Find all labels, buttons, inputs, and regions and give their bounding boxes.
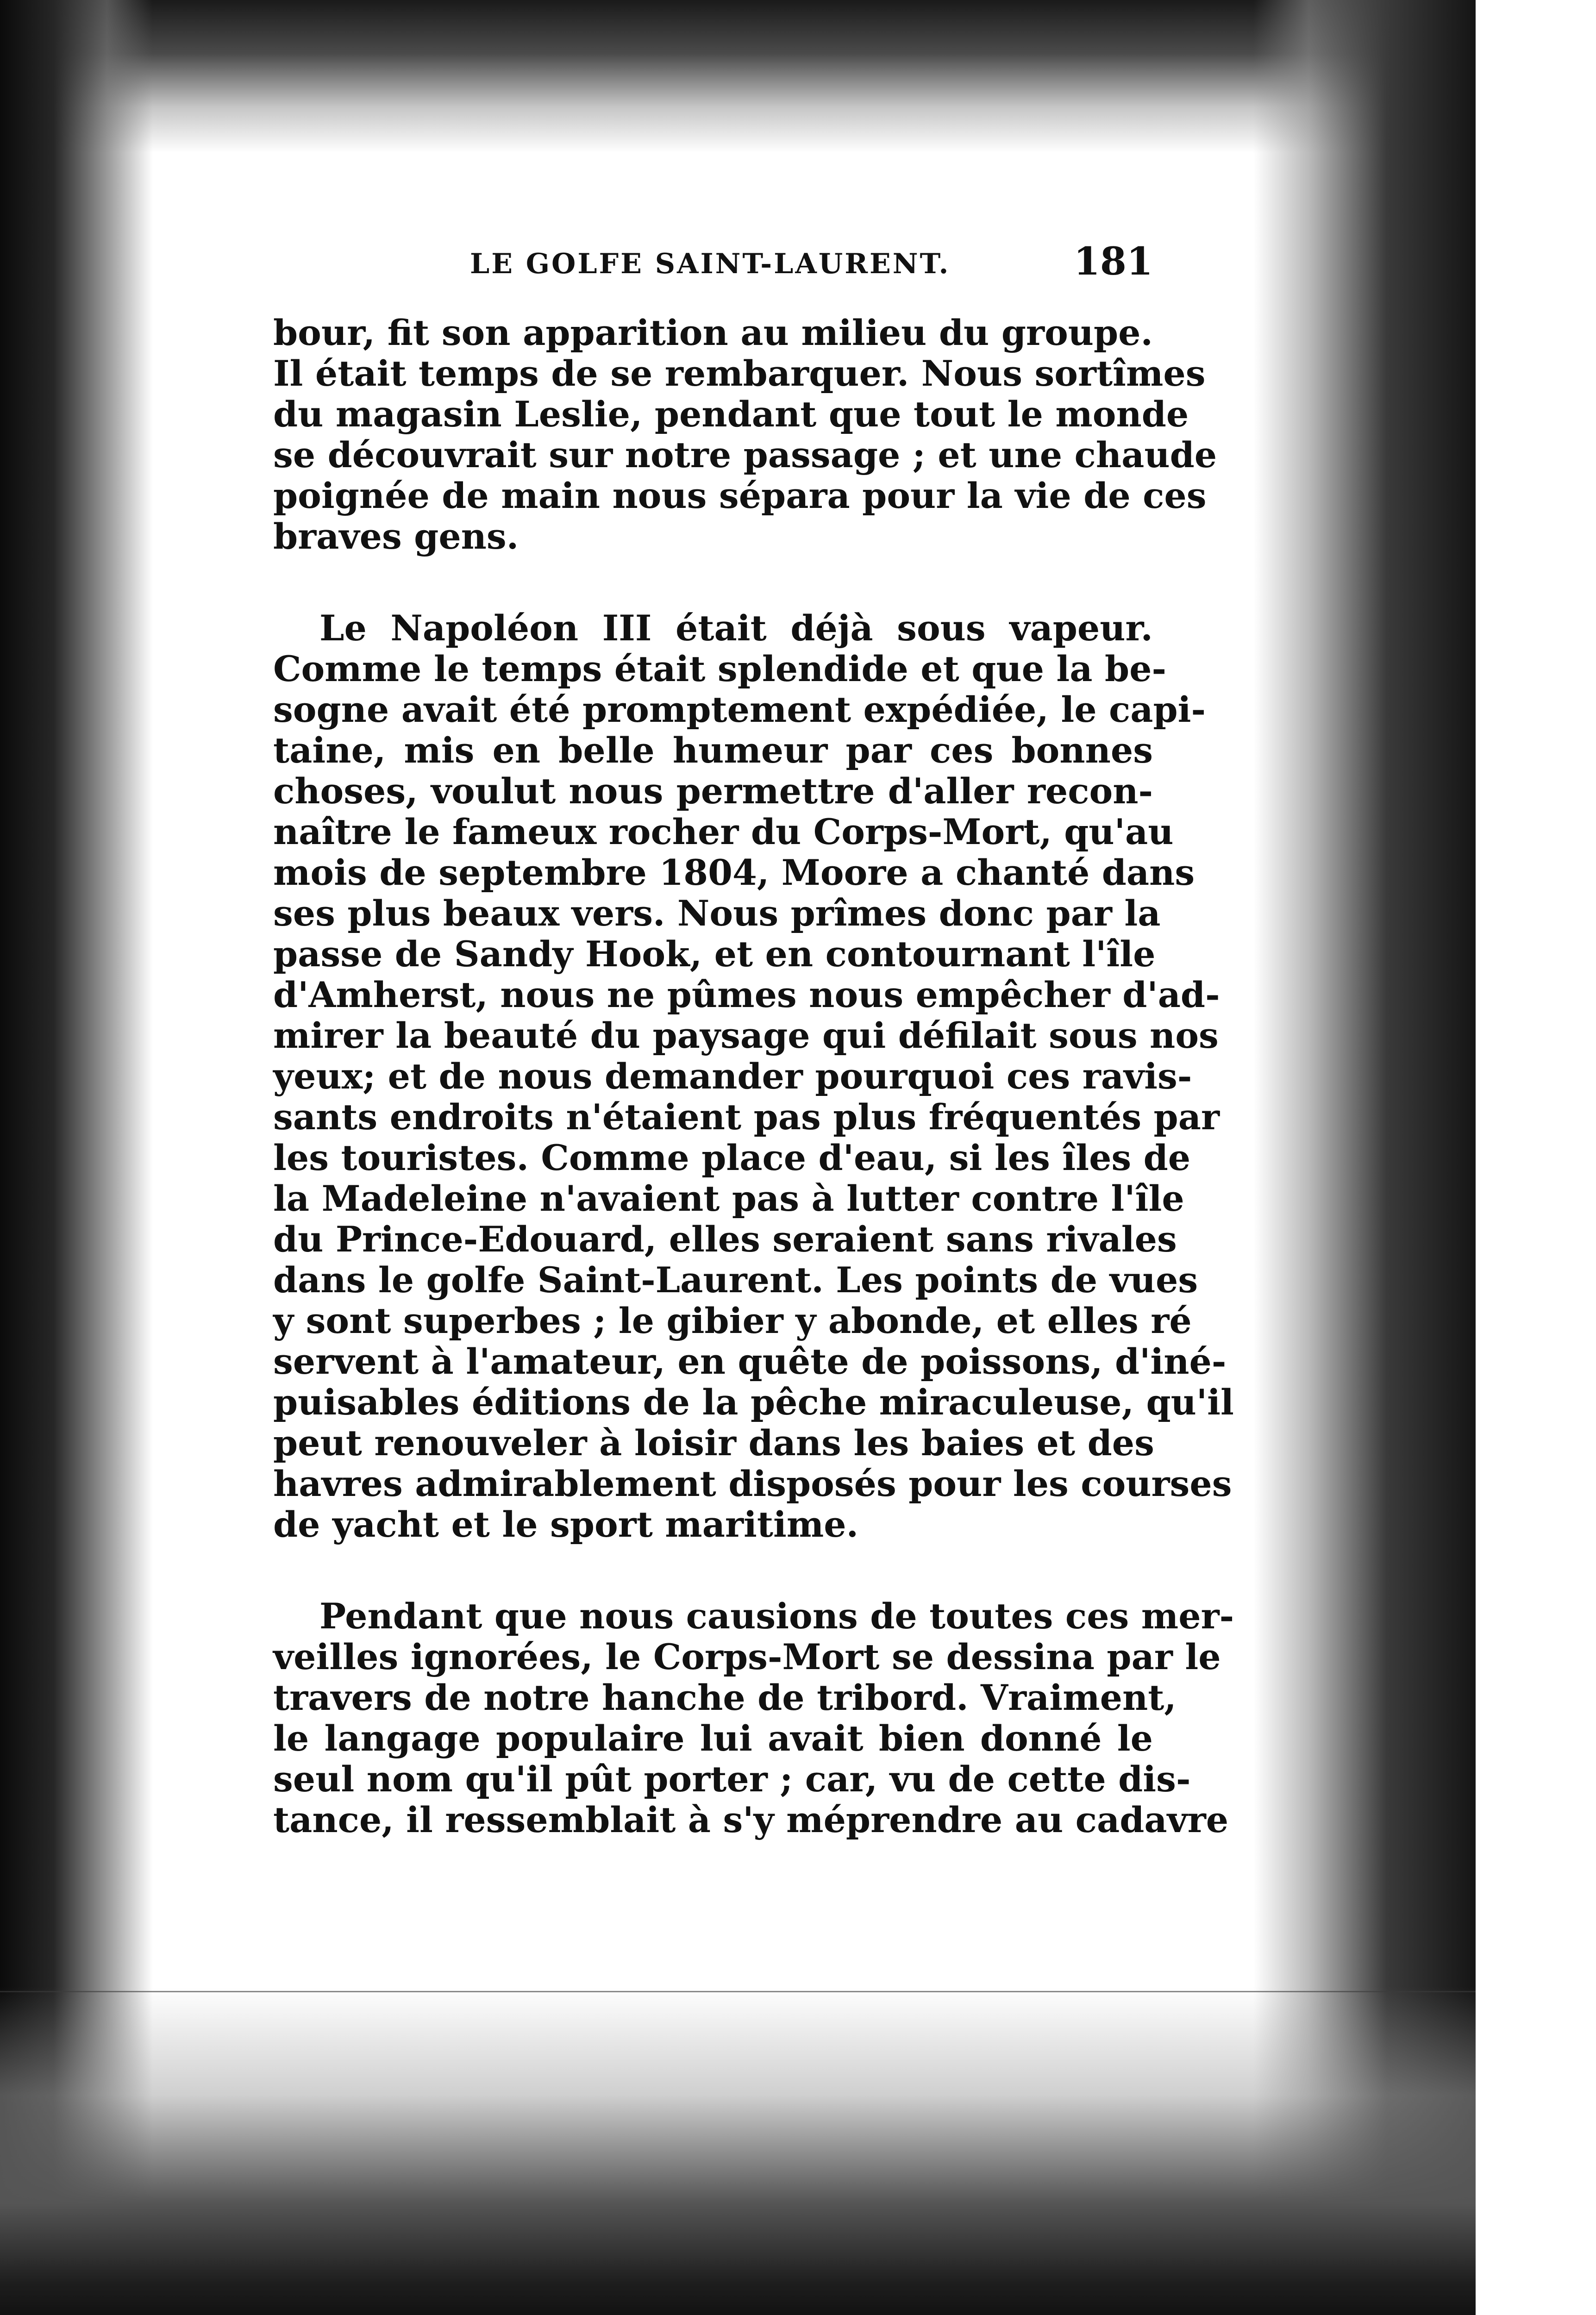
text-line: sogne avait été promptement expédiée, le capi- <box>273 689 1206 730</box>
text-line: bour, fit son apparition au milieu du groupe. <box>273 312 1153 353</box>
text-line: la Madeleine n'avaient pas à lutter contre l'île <box>273 1178 1184 1219</box>
text-line: y sont superbes ; le gibier y abonde, et elles ré <box>273 1300 1192 1341</box>
scan-shadow-left <box>0 0 153 2315</box>
text-line: passe de Sandy Hook, et en contournant l'île <box>273 933 1156 975</box>
text-line: servent à l'amateur, en quête de poissons, d'iné- <box>273 1341 1227 1382</box>
text-line: poignée de main nous sépara pour la vie de ces <box>273 475 1207 516</box>
text-line: le langage populaire lui avait bien donné le <box>273 1718 1153 1759</box>
text-line: ses plus beaux vers. Nous prîmes donc par la <box>273 893 1161 934</box>
text-line: dans le golfe Saint-Laurent. Les points de vues <box>273 1259 1198 1301</box>
text-line: Il était temps de se rembarquer. Nous sortîmes <box>273 353 1206 394</box>
scan-fold-line <box>0 1991 1476 1992</box>
running-title: LE GOLFE SAINT-LAURENT. <box>470 248 951 280</box>
text-line: havres admirablement disposés pour les courses <box>273 1463 1232 1504</box>
text-line: choses, voulut nous permettre d'aller recon- <box>273 770 1153 812</box>
scan-margin-right <box>1476 0 1596 2315</box>
text-line: Pendant que nous causions de toutes ces mer- <box>319 1595 1234 1637</box>
text-line: d'Amherst, nous ne pûmes nous empêcher d'ad- <box>273 974 1220 1015</box>
paragraph-1 <box>273 312 1217 557</box>
scan-shadow-bottom <box>0 1987 1476 2315</box>
page-number: 181 <box>1073 239 1153 284</box>
text-line: yeux; et de nous demander pourquoi ces ravis- <box>273 1056 1192 1097</box>
text-line: travers de notre hanche de tribord. Vraiment, <box>273 1677 1177 1718</box>
text-line: naître le fameux rocher du Corps-Mort, qu'au <box>273 811 1174 852</box>
text-line: de yacht et le sport maritime. <box>273 1504 859 1545</box>
text-line: braves gens. <box>273 516 519 557</box>
paragraph-3 <box>273 1595 1234 1840</box>
text-line: Comme le temps était splendide et que la be- <box>273 648 1167 689</box>
text-line: Le Napoléon III était déjà sous vapeur. <box>319 607 1153 649</box>
text-line: tance, il ressemblait à s'y méprendre au cadavre <box>273 1799 1229 1840</box>
text-line: veilles ignorées, le Corps-Mort se dessina par le <box>273 1636 1221 1677</box>
text-line: mirer la beauté du paysage qui défilait sous nos <box>273 1015 1219 1056</box>
page-header <box>273 239 1153 294</box>
text-line: peut renouveler à loisir dans les baies et des <box>273 1422 1154 1464</box>
text-line: seul nom qu'il pût porter ; car, vu de cette dis- <box>273 1758 1191 1800</box>
text-line: sants endroits n'étaient pas plus fréquentés par <box>273 1096 1220 1138</box>
text-line: les touristes. Comme place d'eau, si les îles de <box>273 1137 1191 1178</box>
body-text <box>273 312 1234 1840</box>
scan-shadow-right <box>1253 0 1476 2315</box>
text-line: taine, mis en belle humeur par ces bonnes <box>273 730 1153 771</box>
text-line: du magasin Leslie, pendant que tout le monde <box>273 394 1189 435</box>
text-line: du Prince-Edouard, elles seraient sans rivales <box>273 1219 1177 1260</box>
paragraph-2 <box>273 607 1234 1545</box>
text-line: puisables éditions de la pêche miraculeuse, qu'il <box>273 1382 1234 1423</box>
text-line: se découvrait sur notre passage ; et une chaude <box>273 434 1217 476</box>
text-line: mois de septembre 1804, Moore a chanté dans <box>273 852 1195 893</box>
